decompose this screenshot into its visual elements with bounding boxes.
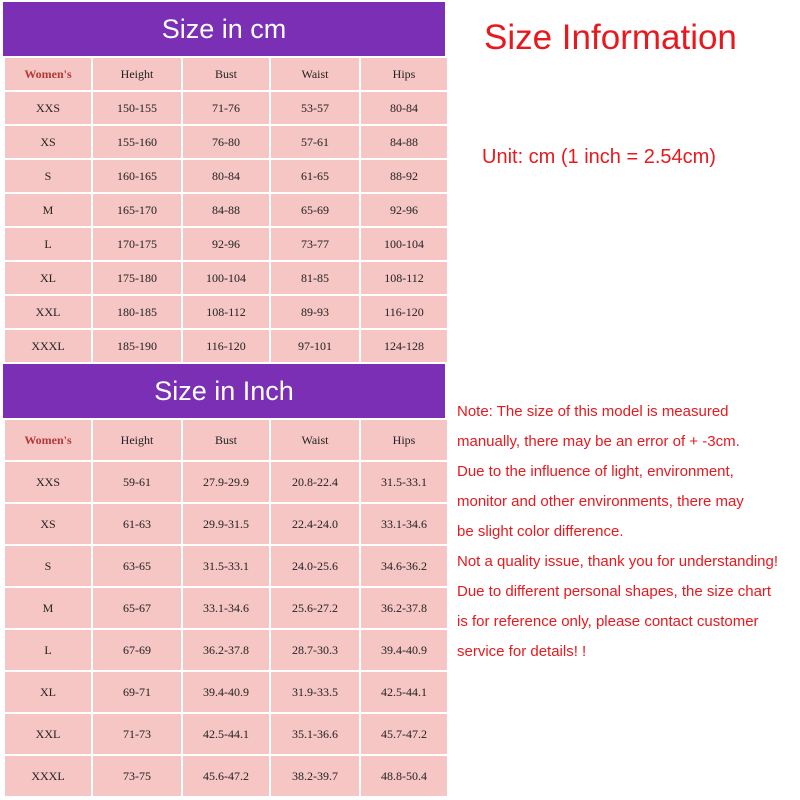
table-row (4, 159, 448, 193)
table-cell: 63-65 (92, 545, 182, 587)
note-line: monitor and other environments, there may (457, 493, 744, 510)
note-line: manually, there may be an error of + -3cm. (457, 433, 740, 450)
table-cell: 185-190 (92, 329, 182, 363)
notes-block (457, 397, 800, 667)
table-row (4, 125, 448, 159)
table-cell: S (4, 545, 92, 587)
table-cell: XS (4, 503, 92, 545)
table-cell: 108-112 (182, 295, 270, 329)
table-cell: M (4, 587, 92, 629)
inch-header-row (4, 419, 448, 461)
table-cell: 155-160 (92, 125, 182, 159)
table-row (4, 713, 448, 755)
table-cell: 38.2-39.7 (270, 755, 360, 797)
table-row (4, 91, 448, 125)
table-row (4, 503, 448, 545)
table-row (4, 329, 448, 363)
table-row (4, 227, 448, 261)
note-line: Due to different personal shapes, the size chart (457, 583, 772, 600)
table-cell: 92-96 (182, 227, 270, 261)
table-cell: XS (4, 125, 92, 159)
table-cell: 34.6-36.2 (360, 545, 448, 587)
cm-header-cell: Waist (270, 57, 360, 91)
table-row (4, 755, 448, 797)
table-cell: 100-104 (360, 227, 448, 261)
table-cell: 84-88 (182, 193, 270, 227)
table-cell: 100-104 (182, 261, 270, 295)
table-cell: M (4, 193, 92, 227)
table-row (4, 545, 448, 587)
table-cell: 53-57 (270, 91, 360, 125)
table-cell: 48.8-50.4 (360, 755, 448, 797)
note-line: is for reference only, please contact customer (457, 613, 759, 630)
table-cell: 108-112 (360, 261, 448, 295)
table-cell: 84-88 (360, 125, 448, 159)
inch-header-cell: Women's (4, 419, 92, 461)
size-information-title: Size Information (484, 18, 737, 57)
table-cell: 116-120 (360, 295, 448, 329)
table-cell: 25.6-27.2 (270, 587, 360, 629)
table-cell: 92-96 (360, 193, 448, 227)
table-cell: 81-85 (270, 261, 360, 295)
table-cell: 71-73 (92, 713, 182, 755)
table-cell: S (4, 159, 92, 193)
table-cell: 39.4-40.9 (360, 629, 448, 671)
note-line: Not a quality issue, thank you for understanding! (457, 553, 779, 570)
table-cell: 31.5-33.1 (182, 545, 270, 587)
table-cell: 59-61 (92, 461, 182, 503)
table-cell: 42.5-44.1 (360, 671, 448, 713)
table-cell: 31.9-33.5 (270, 671, 360, 713)
size-in-inch-banner (3, 364, 445, 418)
cm-header-cell: Height (92, 57, 182, 91)
table-cell: 73-75 (92, 755, 182, 797)
table-cell: 42.5-44.1 (182, 713, 270, 755)
table-row (4, 461, 448, 503)
table-cell: 65-69 (270, 193, 360, 227)
table-cell: L (4, 227, 92, 261)
table-cell: 24.0-25.6 (270, 545, 360, 587)
table-row (4, 671, 448, 713)
table-cell: 69-71 (92, 671, 182, 713)
table-row (4, 261, 448, 295)
table-cell: 180-185 (92, 295, 182, 329)
table-cell: 22.4-24.0 (270, 503, 360, 545)
cm-header-cell: Women's (4, 57, 92, 91)
table-cell: 39.4-40.9 (182, 671, 270, 713)
table-row (4, 295, 448, 329)
note-line: be slight color difference. (457, 523, 624, 540)
table-cell: 97-101 (270, 329, 360, 363)
table-cell: 160-165 (92, 159, 182, 193)
table-cell: 80-84 (360, 91, 448, 125)
table-cell: XL (4, 671, 92, 713)
table-cell: 80-84 (182, 159, 270, 193)
table-cell: 27.9-29.9 (182, 461, 270, 503)
unit-note: Unit: cm (1 inch = 2.54cm) (482, 146, 716, 168)
table-cell: 150-155 (92, 91, 182, 125)
table-cell: 89-93 (270, 295, 360, 329)
size-table-cm (3, 56, 449, 364)
table-cell: 170-175 (92, 227, 182, 261)
table-cell: 67-69 (92, 629, 182, 671)
cm-header-cell: Bust (182, 57, 270, 91)
table-cell: 175-180 (92, 261, 182, 295)
table-cell: 33.1-34.6 (360, 503, 448, 545)
table-cell: XXL (4, 713, 92, 755)
table-cell: 57-61 (270, 125, 360, 159)
inch-header-cell: Hips (360, 419, 448, 461)
table-cell: L (4, 629, 92, 671)
table-cell: 36.2-37.8 (360, 587, 448, 629)
table-cell: 165-170 (92, 193, 182, 227)
table-cell: XXXL (4, 329, 92, 363)
table-cell: 116-120 (182, 329, 270, 363)
table-cell: 29.9-31.5 (182, 503, 270, 545)
table-cell: XL (4, 261, 92, 295)
note-line: service for details! ! (457, 643, 587, 660)
cm-header-row (4, 57, 448, 91)
table-cell: 28.7-30.3 (270, 629, 360, 671)
inch-header-cell: Height (92, 419, 182, 461)
table-cell: XXS (4, 91, 92, 125)
size-in-cm-banner (3, 2, 445, 56)
size-table-inch (3, 418, 449, 798)
inch-header-cell: Waist (270, 419, 360, 461)
table-cell: XXL (4, 295, 92, 329)
size-in-inch-title: Size in Inch (154, 375, 294, 406)
note-line: Due to the influence of light, environment, (457, 463, 734, 480)
table-row (4, 193, 448, 227)
table-cell: 45.6-47.2 (182, 755, 270, 797)
table-cell: 45.7-47.2 (360, 713, 448, 755)
table-cell: 65-67 (92, 587, 182, 629)
table-cell: 76-80 (182, 125, 270, 159)
table-row (4, 629, 448, 671)
inch-header-cell: Bust (182, 419, 270, 461)
table-cell: 36.2-37.8 (182, 629, 270, 671)
table-cell: 124-128 (360, 329, 448, 363)
table-cell: 31.5-33.1 (360, 461, 448, 503)
table-cell: 71-76 (182, 91, 270, 125)
table-cell: 20.8-22.4 (270, 461, 360, 503)
table-cell: 61-63 (92, 503, 182, 545)
table-cell: XXS (4, 461, 92, 503)
size-in-cm-title: Size in cm (161, 13, 287, 44)
table-cell: 35.1-36.6 (270, 713, 360, 755)
table-cell: 73-77 (270, 227, 360, 261)
cm-header-cell: Hips (360, 57, 448, 91)
table-cell: 33.1-34.6 (182, 587, 270, 629)
note-line: Note: The size of this model is measured (457, 403, 729, 420)
table-cell: 61-65 (270, 159, 360, 193)
table-cell: 88-92 (360, 159, 448, 193)
table-cell: XXXL (4, 755, 92, 797)
table-row (4, 587, 448, 629)
